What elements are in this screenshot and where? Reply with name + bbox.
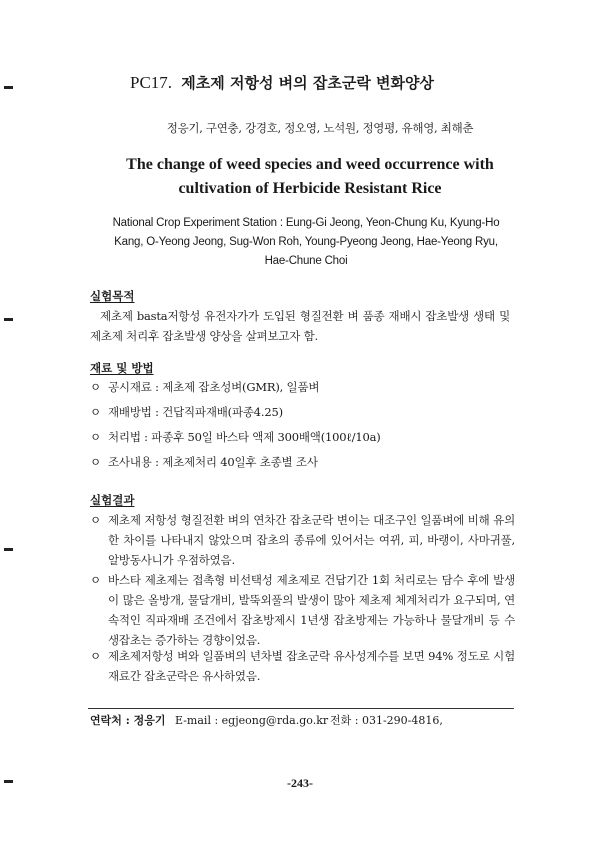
objective-heading: 실험목적 [90, 289, 135, 303]
bullet-mark: ㅇ [90, 573, 101, 587]
korean-title [130, 72, 530, 93]
contact-phone: 전화 : 031-290-4816, [330, 714, 443, 727]
bullet-mark: ㅇ [90, 405, 101, 419]
bullet-mark: ㅇ [90, 649, 101, 663]
english-title-line: The change of weed species and weed occurrence with [126, 156, 494, 173]
affiliation-line: Hae-Chune Choi [264, 255, 348, 267]
affiliation [90, 214, 522, 271]
method-item [90, 377, 515, 397]
result-item [90, 510, 515, 570]
bullet-mark: ㅇ [90, 513, 101, 527]
bullet-mark: ㅇ [90, 430, 101, 444]
method-item [90, 427, 515, 447]
scan-edge-mark [4, 548, 13, 551]
korean-title-text: 제초제 저항성 벼의 잡초군락 변화양상 [181, 74, 435, 92]
affiliation-line: Kang, O-Yeong Jeong, Sug-Won Roh, Young-Pyeong Jeong, Hae-Yeong Ryu, [114, 236, 498, 248]
abstract-code: PC17. [130, 73, 173, 92]
objective-text: 제초제 basta저항성 유전자가가 도입된 형질전환 벼 품종 재배시 잡초발생 생태 및 제초제 처리후 잡초발생 양상을 살펴보고자 함. [90, 309, 510, 343]
method-item-text: 공시재료 : 제초제 잡초성벼(GMR), 일품벼 [108, 380, 320, 394]
methods-heading: 재료 및 방법 [90, 361, 154, 375]
contact-email: E-mail : egjeong@rda.go.kr [174, 714, 329, 727]
method-item-text: 처리법 : 파종후 50일 바스타 액제 300배액(100ℓ/10a) [108, 430, 381, 444]
method-item [90, 452, 515, 472]
result-item [90, 570, 515, 650]
bullet-mark: ㅇ [90, 455, 101, 469]
result-item-text: 제초제저항성 벼와 일품벼의 년차별 잡초군락 유사성계수를 보면 94% 정도로 시험재료간 잡초군락은 유사하였음. [108, 649, 515, 683]
affiliation-line: National Crop Experiment Station : Eung-Gi Jeong, Yeon-Chung Ku, Kyung-Ho [112, 217, 500, 229]
bullet-mark: ㅇ [90, 380, 101, 394]
footer-divider [88, 708, 514, 709]
result-item [90, 646, 515, 686]
scan-edge-mark [4, 318, 13, 321]
result-item-text: 제초제 저항성 형질전환 벼의 연차간 잡초군락 변이는 대조구인 일품벼에 비해 유의한 차이를 나타내지 않았으며 잡초의 종류에 있어서는 여뀌, 피, 바랭이, 사마귀풀, 알방동사니가 우점하였음. [108, 513, 515, 567]
method-item-text: 재배방법 : 건답직파재배(파종4.25) [108, 405, 283, 419]
scan-edge-mark [4, 86, 13, 89]
english-title-line: cultivation of Herbicide Resistant Rice [178, 180, 442, 197]
result-item-text: 바스타 제초제는 접촉형 비선택성 제초제로 건답기간 1회 처리로는 담수 후에 발생이 많은 올방개, 물달개비, 발뚝외풀의 발생이 많아 제초제 체계처리가 요구되며, 연속적인 직파재배 조건에서 잡초방제시 1년생 잡초방제는 가능하나 물달개비 등 수생잡초는 증가하는 경향이었음. [108, 573, 515, 647]
contact-line [90, 712, 520, 728]
page-number: -243- [287, 776, 313, 790]
method-item-text: 조사내용 : 제초제처리 40일후 초종별 조사 [108, 455, 318, 469]
english-title [80, 153, 540, 201]
method-item [90, 402, 515, 422]
contact-label: 연락처 : 정응기 [90, 714, 166, 727]
korean-authors: 정응기, 구연충, 강경호, 정오영, 노석원, 정영평, 유해영, 최해춘 [166, 121, 474, 135]
results-heading: 실험결과 [90, 493, 135, 507]
